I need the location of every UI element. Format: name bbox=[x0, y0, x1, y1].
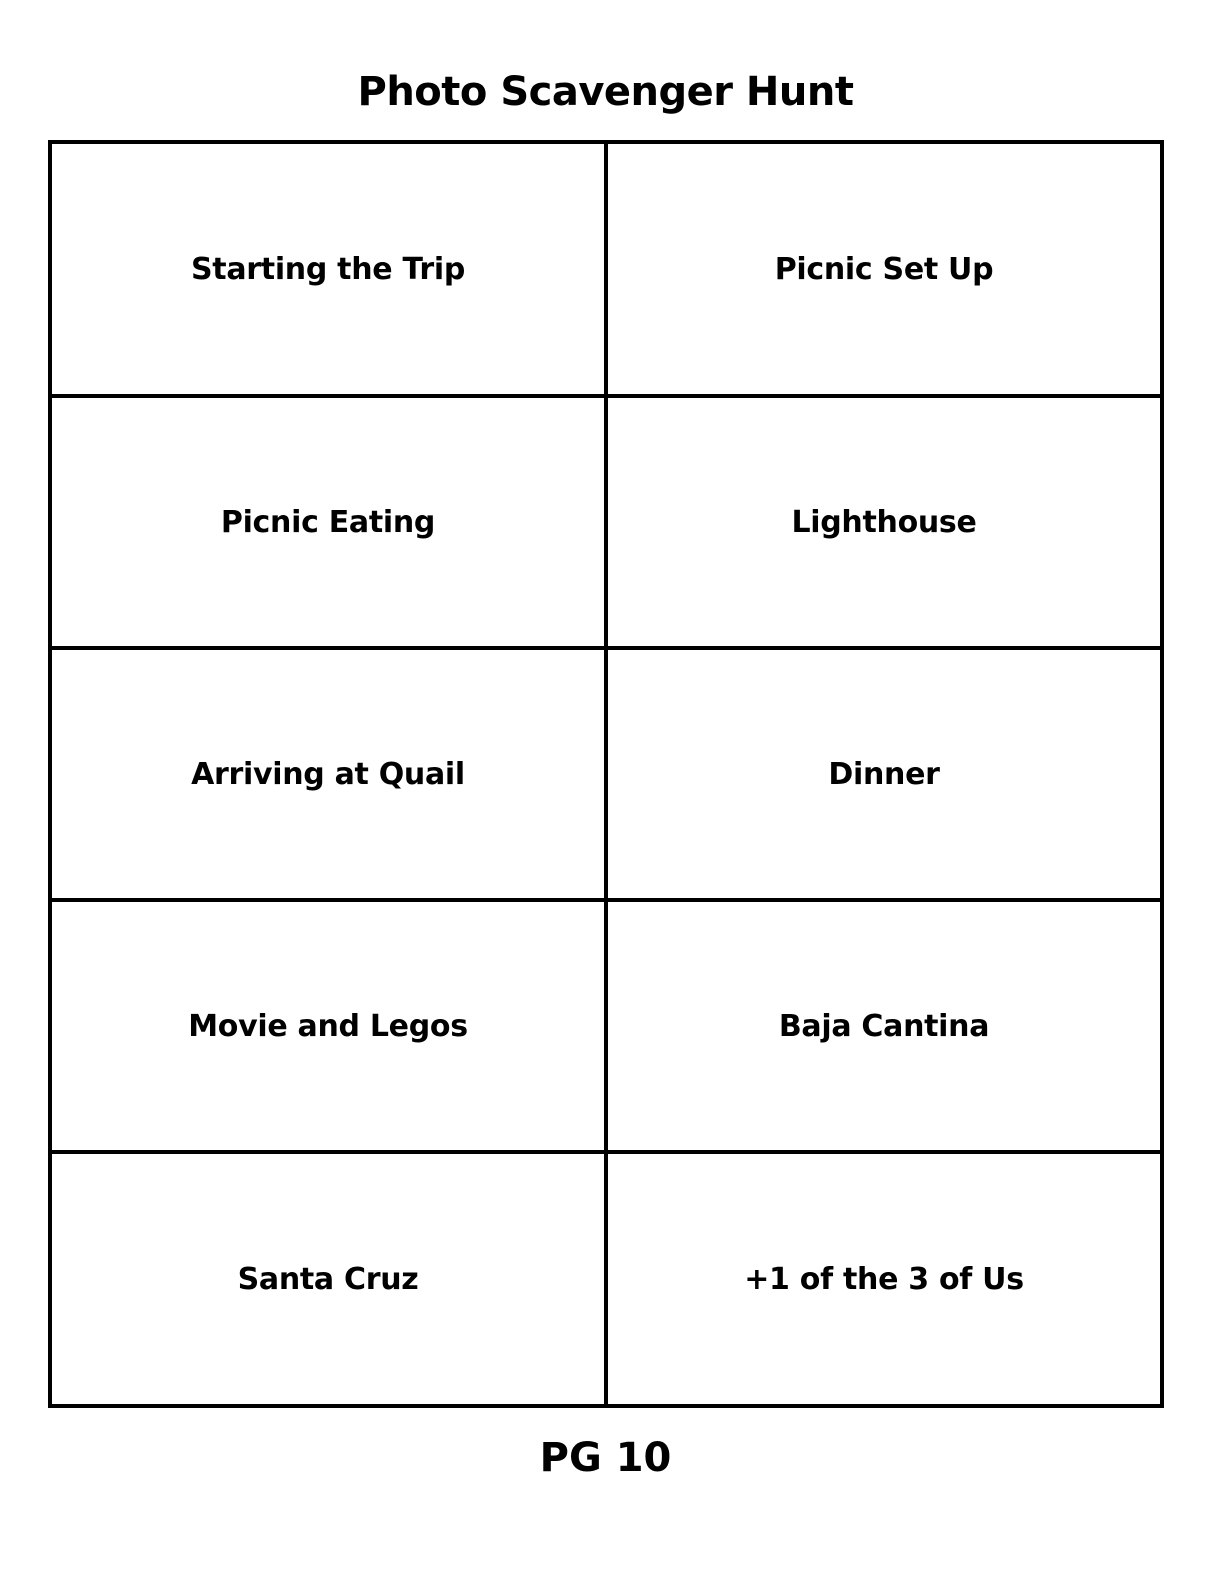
grid-cell: Picnic Set Up bbox=[606, 144, 1160, 396]
grid-cell: Lighthouse bbox=[606, 396, 1160, 648]
grid-cell: +1 of the 3 of Us bbox=[606, 1152, 1160, 1404]
grid-cell: Movie and Legos bbox=[52, 900, 606, 1152]
page-number: PG 10 bbox=[539, 1435, 672, 1481]
grid-cell: Baja Cantina bbox=[606, 900, 1160, 1152]
grid-cell: Starting the Trip bbox=[52, 144, 606, 396]
page-title: Photo Scavenger Hunt bbox=[357, 69, 854, 115]
grid-cell: Picnic Eating bbox=[52, 396, 606, 648]
scavenger-hunt-grid bbox=[48, 140, 1164, 1408]
grid-cell: Arriving at Quail bbox=[52, 648, 606, 900]
grid-cell: Dinner bbox=[606, 648, 1160, 900]
grid-cell: Santa Cruz bbox=[52, 1152, 606, 1404]
